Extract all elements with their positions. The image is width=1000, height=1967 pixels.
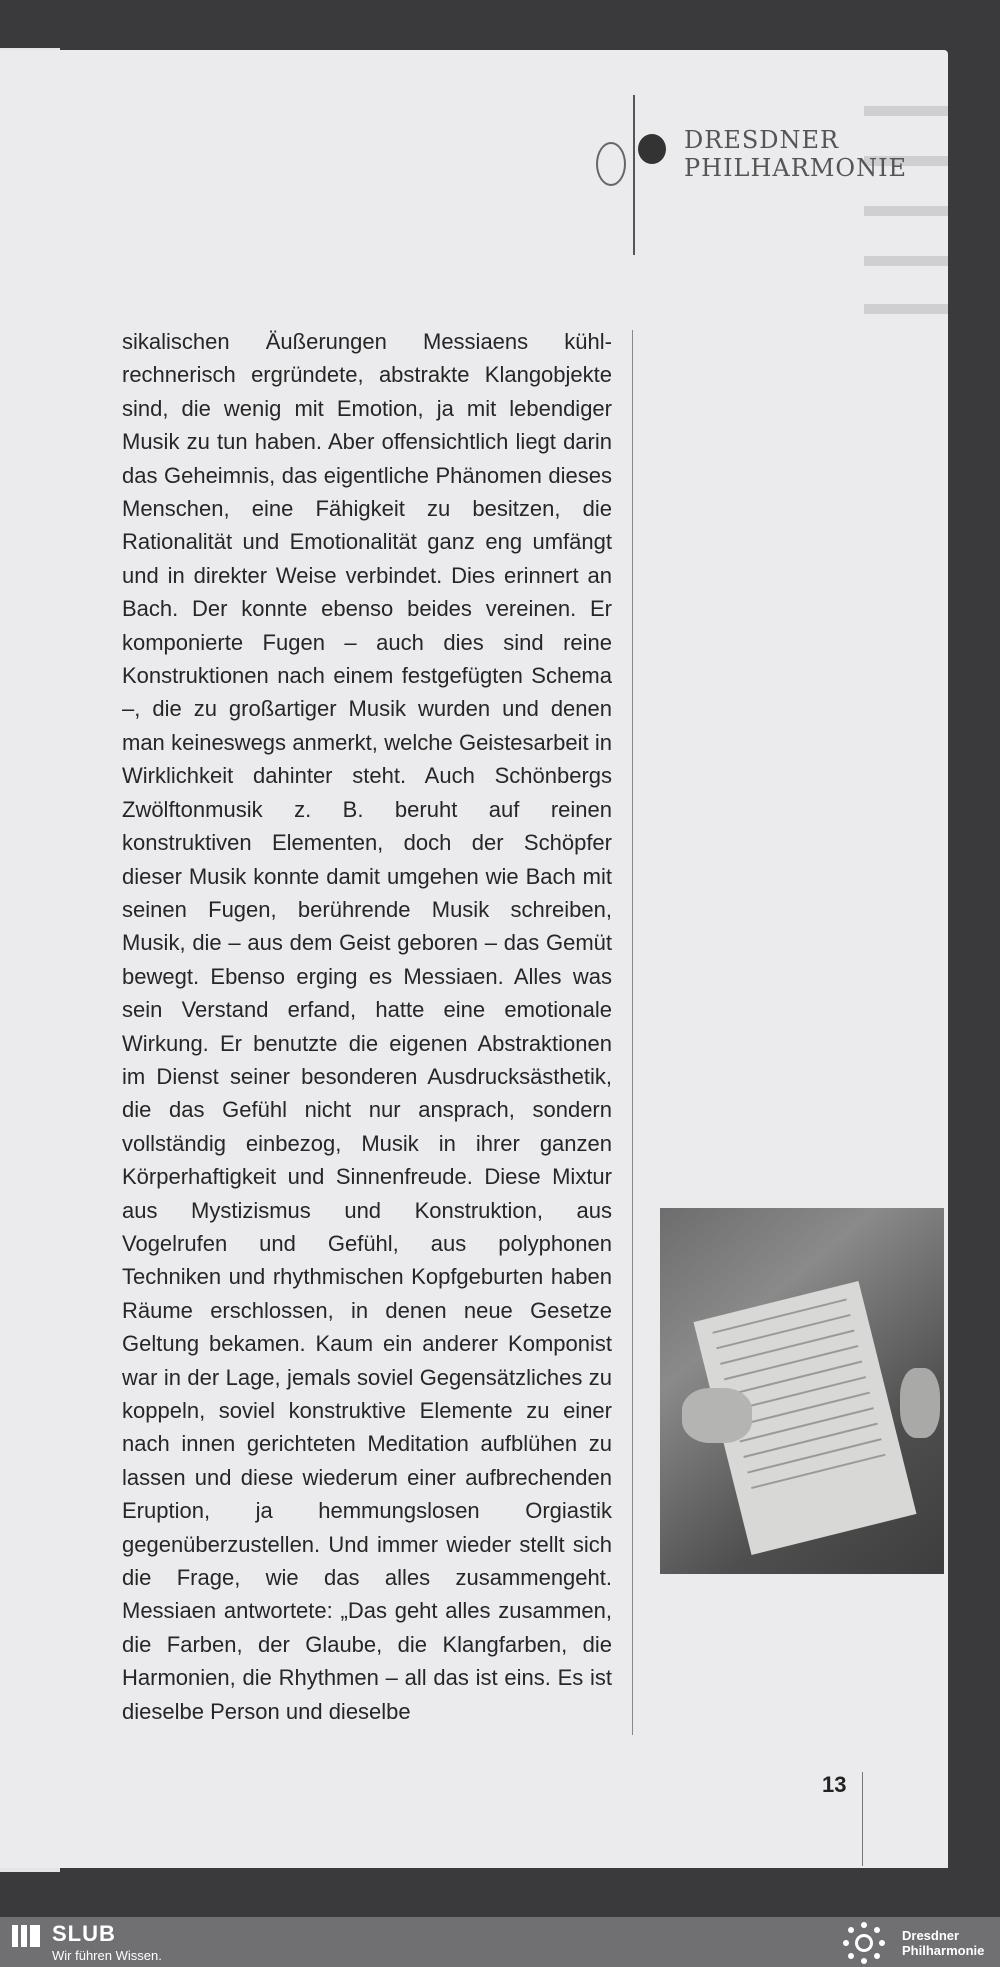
partner-line-2: Philharmonie	[902, 1943, 985, 1958]
photo-hands-writing-score	[660, 1208, 944, 1574]
page-number: 13	[822, 1772, 847, 1797]
photo-hand-left	[682, 1388, 752, 1443]
slub-icon	[12, 1925, 42, 1947]
dresdner-philharmonie-sun-icon	[842, 1921, 886, 1965]
slub-tagline: Wir führen Wissen.	[52, 1948, 162, 1963]
partner-line-1: Dresdner	[902, 1928, 960, 1943]
logo-line-2: PHILHARMONIE	[684, 154, 908, 182]
slub-name[interactable]: SLUB	[52, 1921, 116, 1946]
logo-line-1: DRESDNER	[684, 126, 840, 154]
photo-hand-right	[900, 1368, 940, 1438]
viewer-footer-bar	[0, 1917, 1000, 1967]
logo-d-icon	[596, 142, 626, 186]
partner-name	[902, 1928, 984, 1958]
logo-stem	[633, 95, 635, 255]
page-number-rule	[862, 1772, 863, 1866]
logo-dot-icon	[638, 134, 666, 164]
body-paragraph: sikalischen Äußerungen Messiaens kühl-rechnerisch ergründete, abstrakte Klangobjekte sind, die wenig mit Emotion, ja mit lebendiger Musik zu tun haben. Aber offensichtlich liegt darin das Geheimnis, das eigentliche Phänomen dieses Menschen, eine Fähigkeit zu besitzen, die Rationalität und Emotionalität ganz eng umfängt und in direkter Weise verbindet. Dies erinnert an Bach. Der konnte ebenso beides vereinen. Er komponierte Fugen – auch dies sind reine Konstruktionen nach einem festgefügten Schema –, die zu großartiger Musik wurden und denen man keineswegs anmerkt, welche Geistesarbeit in Wirklichkeit dahinter steht. Auch Schönbergs Zwölftonmusik z. B. beruht auf reinen konstruktiven Elementen, doch der Schöpfer dieser Musik konnte damit umgehen wie Bach mit seinen Fugen, berührende Musik schreiben, Musik, die – aus dem Geist geboren – das Gemüt bewegt. Ebenso erging es Messiaen. Alles was sein Verstand erfand, hatte eine emotionale Wirkung. Er benutzte die eigenen Abstraktionen im Dienst seiner besonderen Ausdrucksästhetik, die das Gefühl nicht nur ansprach, sondern vollständig einbezog, Musik in ihrer ganzen Körperhaftigkeit und Sinnenfreude. Diese Mixtur aus Mystizismus und Konstruktion, aus Vogelrufen und Gefühl, aus polyphonen Techniken und rhythmischen Kopfgeburten haben Räume erschlossen, in denen neue Gesetze Geltung bekamen. Kaum ein anderer Komponist war in der Lage, jemals soviel Gegensätzliches zu koppeln, soviel konstruktive Elemente zu einer nach innen gerichteten Meditation aufblühen zu lassen und diese wiederum einer aufbrechenden Eruption, ja hemmungslosen Orgiastik gegenüberzustellen. Und immer wieder stellt sich die Frage, wie das alles zusammengeht. Messiaen antwortete: „Das geht alles zusammen, die Farben, der Glaube, die Klangfarben, die Harmonien, die Rhythmen – all das ist eins. Es ist dieselbe Person und dieselbe	[122, 329, 612, 1724]
column-divider	[632, 330, 633, 1735]
logo-wordmark	[684, 126, 907, 182]
body-text-column	[122, 325, 612, 1728]
